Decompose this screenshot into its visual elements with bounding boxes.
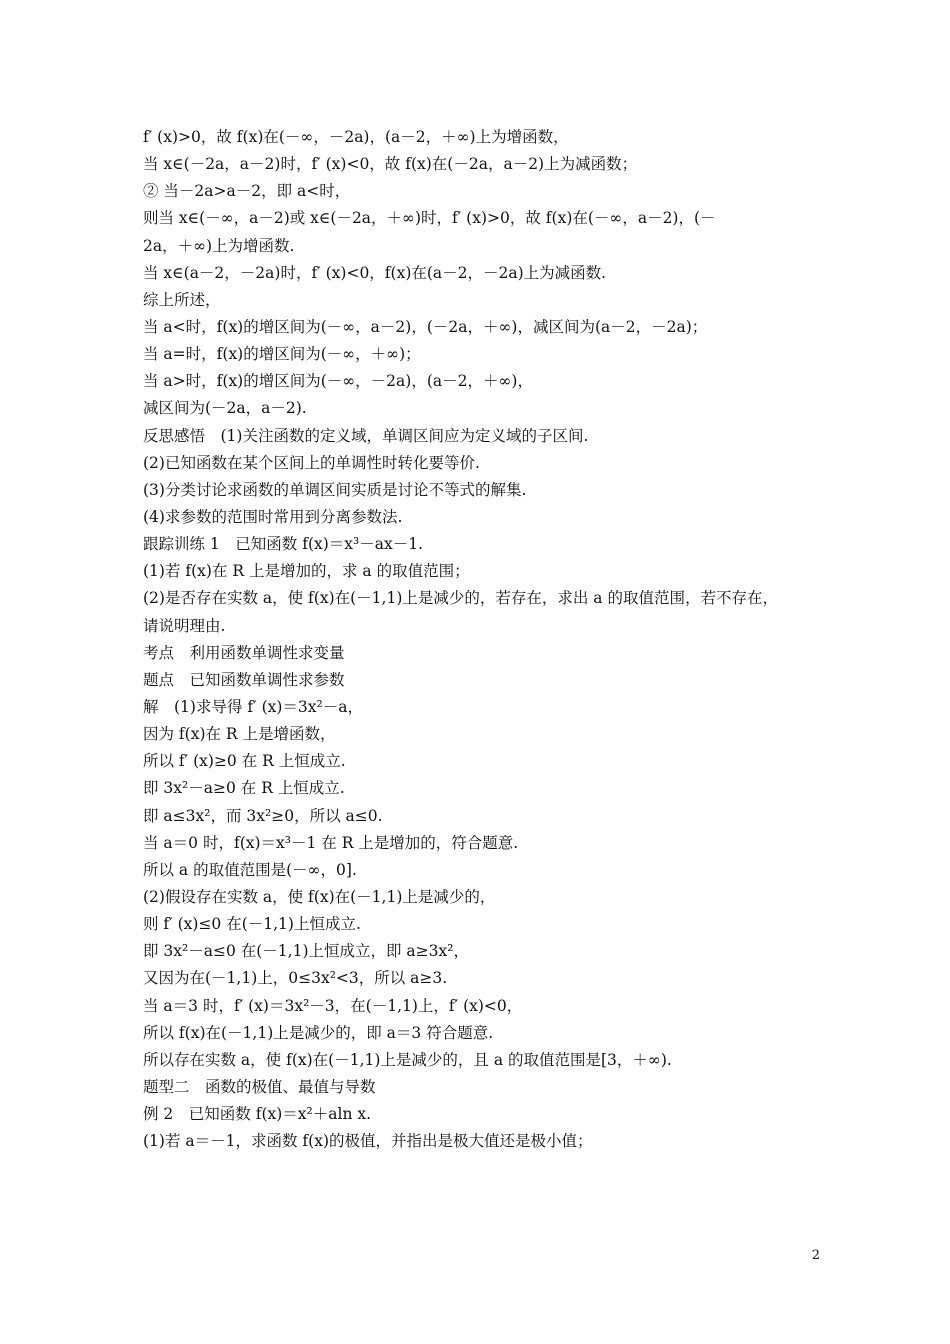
exercise-heading-line: 跟踪训练 1 已知函数 f(x)＝x³－ax－1. (143, 535, 424, 554)
text-line: 当 a>时，f(x)的增区间为(－∞，－2a)，(a－2，＋∞)， (143, 372, 533, 391)
text-line: (3)分类讨论求函数的单调区间实质是讨论不等式的解集. (143, 480, 527, 499)
text-line: 即 3x²－a≥0 在 R 上恒成立. (143, 779, 345, 798)
text-line: (2)假设存在实数 a，使 f(x)在(－1,1)上是减少的， (143, 887, 496, 906)
text-line: f′ (x)>0，故 f(x)在(－∞，－2a)，(a－2，＋∞)上为增函数， (143, 128, 569, 146)
text-line: 所以 f′ (x)≥0 在 R 上恒成立. (143, 752, 346, 771)
text-line: 所以 a 的取值范围是(－∞，0]. (143, 860, 357, 879)
text-line: 请说明理由. (143, 616, 226, 635)
text-line: 则当 x∈(－∞，a－2)或 x∈(－2a，＋∞)时，f′ (x)>0，故 f(x)在(－∞，a－2)，(－ (143, 209, 716, 228)
text-line: (1)若 f(x)在 R 上是增加的，求 a 的取值范围； (143, 562, 470, 581)
text-line: 当 a<时，f(x)的增区间为(－∞，a－2)，(－2a，＋∞)，减区间为(a－2，－2a)； (143, 317, 708, 336)
topic-line: 考点 利用函数单调性求变量 (143, 643, 345, 662)
text-line: (2)是否存在实数 a，使 f(x)在(－1,1)上是减少的，若存在，求出 a 的取值范围，若不存在， (143, 589, 778, 608)
section-summary-line: 综上所述， (143, 290, 221, 309)
text-line: 当 a＝3 时，f′ (x)＝3x²－3，在(－1,1)上，f′ (x)<0， (143, 996, 523, 1015)
text-line: 即 3x²－a≤0 在(－1,1)上恒成立，即 a≥3x²， (143, 942, 469, 961)
text-line: (4)求参数的范围时常用到分离参数法. (143, 507, 403, 526)
document-body (143, 124, 833, 1155)
example-heading-line: 例 2 已知函数 f(x)＝x²＋aln x. (143, 1105, 372, 1124)
text-line: 减区间为(－2a，a－2). (143, 399, 307, 418)
text-line: 因为 f(x)在 R 上是增函数， (143, 725, 336, 744)
text-line: 即 a≤3x²，而 3x²≥0，所以 a≤0. (143, 806, 383, 825)
text-line: 当 a=时，f(x)的增区间为(－∞，＋∞)； (143, 345, 421, 364)
text-line: (1)若 a＝－1，求函数 f(x)的极值，并指出是极大值还是极小值； (143, 1132, 593, 1151)
text-line: 当 a＝0 时，f(x)＝x³－1 在 R 上是增加的，符合题意. (143, 833, 519, 852)
text-line: 2a，＋∞)上为增函数. (143, 236, 295, 255)
page-number: 2 (811, 1248, 820, 1263)
reflection-heading-line: 反思感悟 (1)关注函数的定义域，单调区间应为定义域的子区间. (143, 426, 589, 445)
solution-line: 解 (1)求导得 f′ (x)＝3x²－a， (143, 697, 363, 716)
text-line: 则 f′ (x)≤0 在(－1,1)上恒成立. (143, 915, 361, 934)
text-line: 又因为在(－1,1)上，0≤3x²<3，所以 a≥3. (143, 969, 448, 988)
text-line: 所以 f(x)在(－1,1)上是减少的，即 a＝3 符合题意. (143, 1023, 494, 1042)
text-line: 当 x∈(－2a，a－2)时，f′ (x)<0，故 f(x)在(－2a，a－2)上为减函数； (143, 155, 638, 174)
text-line: (2)已知函数在某个区间上的单调性时转化要等价. (143, 453, 480, 472)
text-line: ② 当－2a>a－2，即 a<时， (143, 182, 351, 201)
text-line: 所以存在实数 a，使 f(x)在(－1,1)上是减少的，且 a 的取值范围是[3，＋∞). (143, 1050, 672, 1069)
question-type-heading-line: 题型二 函数的极值、最值与导数 (143, 1077, 376, 1096)
text-line: 当 x∈(a－2，－2a)时，f′ (x)<0，f(x)在(a－2，－2a)上为减函数. (143, 263, 607, 282)
topic-point-line: 题点 已知函数单调性求参数 (143, 670, 345, 689)
